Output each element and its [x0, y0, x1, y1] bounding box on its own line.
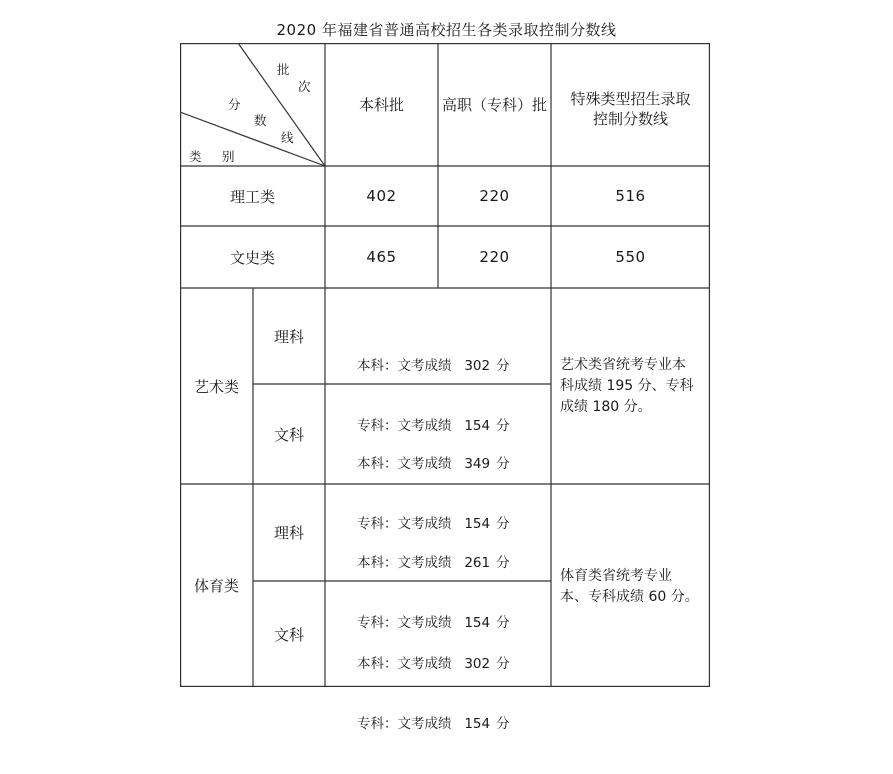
- sports-science-line2-prefix: 专科：文考成绩: [357, 615, 452, 631]
- diag-score-1: 分: [228, 97, 241, 112]
- arts-science-line1-unit: 分: [496, 358, 510, 374]
- arts-category: 艺术类: [193, 377, 239, 396]
- row-liberal-category: 文史类: [229, 248, 275, 267]
- col-special-label-1: 特殊类型招生录取: [570, 90, 691, 108]
- row-science-undergrad: 402: [366, 187, 397, 205]
- diag-score-2: 数: [254, 113, 267, 128]
- arts-liberal-line1-prefix: 本科：文考成绩: [357, 456, 452, 472]
- col-vocational-label: 高职（专科）批: [441, 96, 547, 114]
- sports-liberal-line1-unit: 分: [496, 656, 510, 672]
- sports-liberal-label: 文科: [273, 625, 304, 644]
- row-science-category: 理工类: [229, 187, 275, 206]
- col-special-label-2: 控制分数线: [592, 110, 668, 128]
- arts-science-line2-value: 154: [464, 418, 491, 434]
- sports-category: 体育类: [193, 577, 239, 595]
- arts-science-label: 理科: [273, 327, 304, 346]
- sports-note-line2: 本、专科成绩 60 分。: [560, 589, 699, 605]
- arts-note-line2: 科成绩 195 分、专科: [560, 378, 694, 394]
- arts-science-line1-value: 302: [464, 358, 491, 374]
- row-liberal-vocational: 220: [479, 248, 510, 266]
- sports-liberal-line1: [357, 654, 510, 674]
- sports-science-line1-unit: 分: [496, 555, 510, 571]
- sports-liberal-line2: [357, 714, 510, 734]
- arts-note: [560, 355, 706, 418]
- arts-science-line2-unit: 分: [496, 418, 510, 434]
- diag-batch-2: 次: [298, 79, 311, 94]
- diag-category-2: 别: [222, 149, 235, 164]
- sports-liberal-line2-prefix: 专科：文考成绩: [357, 716, 452, 732]
- sports-note: [560, 566, 706, 608]
- sports-note-line1: 体育类省统考专业: [560, 568, 672, 584]
- arts-liberal-line1: [357, 454, 510, 474]
- sports-science-line1: [357, 553, 510, 573]
- row-science-special: 516: [615, 187, 646, 205]
- diag-score-3: 线: [281, 130, 294, 145]
- sports-science-label: 理科: [273, 524, 304, 542]
- page-title: 2020 年福建省普通高校招生各类录取控制分数线: [276, 21, 617, 39]
- col-undergrad-header: [325, 43, 438, 166]
- row-liberal-undergrad: 465: [366, 248, 397, 266]
- sports-science-line1-prefix: 本科：文考成绩: [357, 555, 452, 571]
- arts-note-line3: 成绩 180 分。: [560, 399, 652, 415]
- arts-liberal-line1-value: 349: [464, 456, 491, 472]
- arts-note-line1: 艺术类省统考专业本: [560, 357, 686, 373]
- col-special-header: [551, 43, 710, 166]
- sports-liberal-line1-value: 302: [464, 656, 491, 672]
- arts-science-line2-prefix: 专科：文考成绩: [357, 418, 452, 434]
- arts-liberal-label: 文科: [273, 425, 304, 444]
- arts-liberal-line1-unit: 分: [496, 456, 510, 472]
- arts-liberal-line2-prefix: 专科：文考成绩: [357, 516, 452, 532]
- sports-liberal-scores: [357, 614, 510, 774]
- diag-batch-1: 批: [277, 62, 290, 77]
- sports-science-line2-value: 154: [464, 615, 491, 631]
- sports-liberal-line2-value: 154: [464, 716, 491, 732]
- sports-science-line1-value: 261: [464, 555, 491, 571]
- arts-liberal-line2-value: 154: [464, 516, 491, 532]
- row-science-vocational: 220: [479, 187, 510, 205]
- arts-science-line1-prefix: 本科：文考成绩: [357, 358, 452, 374]
- score-table: [180, 43, 710, 732]
- row-liberal-special: 550: [615, 248, 646, 266]
- arts-science-line1: [357, 356, 510, 376]
- sports-liberal-line1-prefix: 本科：文考成绩: [357, 656, 452, 672]
- sports-science-line2-unit: 分: [496, 615, 510, 631]
- col-undergrad-label: 本科批: [358, 96, 404, 114]
- col-vocational-header: [438, 43, 551, 166]
- diag-category-1: 类: [189, 149, 202, 164]
- arts-liberal-line2-unit: 分: [496, 516, 510, 532]
- sports-liberal-line2-unit: 分: [496, 716, 510, 732]
